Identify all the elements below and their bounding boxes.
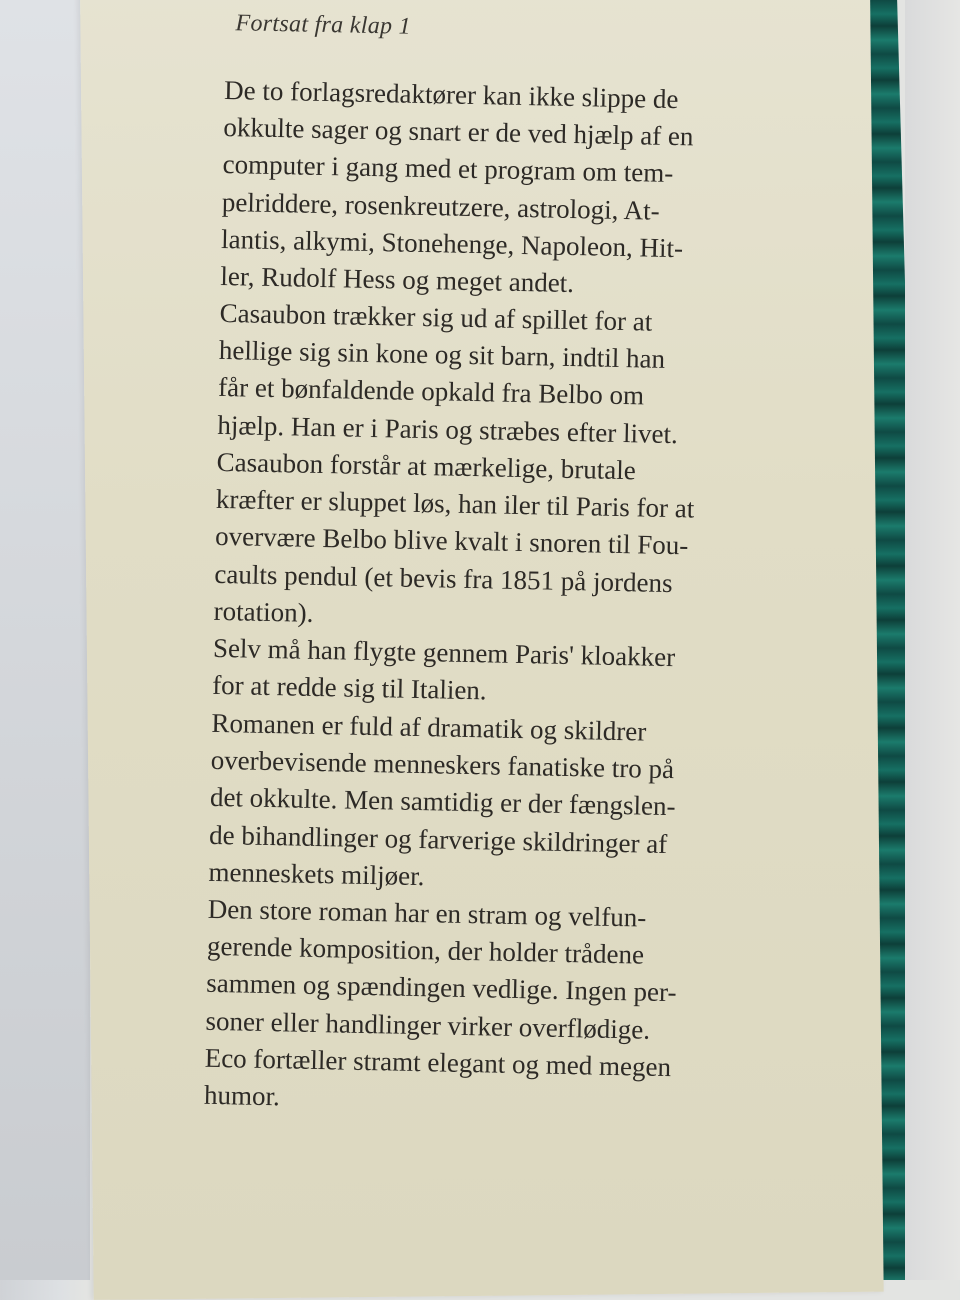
paragraph-2: Casaubon trækker sig ud af spillet for at hellige sig sin kone og sit barn, indtil han får et bønfaldende opkald fra Belbo om hjælp. Han er i Paris og stræbes efter livet. [217,297,679,449]
background-surface [0,0,90,1280]
paragraph-6: Den store roman har en stram og velfun- gerende komposition, der holder trådene sammen og spændingen vedlige. Ingen per- soner eller handlinger virker overflødige. Eco fortæller stramt elegant og med megen humor. [203,893,677,1112]
paragraph-5: Romanen er fuld af dramatik og skildrer overbevisende menneskers fanatiske tro på det okkulte. Men samtidig er der fængslen- de bihandlinger og farverige skildringer af menneskets miljøer. [208,707,676,891]
paragraph-1: De to forlagsredaktører kan ikke slippe de okkulte sager og snart er de ved hjælp af en computer i gang med et program om tem- pelriddere, rosenkreutzere, astrologi, At- lantis, alkymi, Stonehenge, Napoleon, Hit- ler, Rudolf Hess og meget andet. [220,74,694,299]
paragraph-4: Selv må han flygte gennem Paris' kloakker for at redde sig til Italien. [211,632,676,706]
continued-header: Fortsat fra klap 1 [235,10,412,40]
background-right-edge [905,0,960,1280]
paragraph-3: Casaubon forstår at mærkelige, brutale kræfter er sluppet løs, han iler til Paris for at overvære Belbo blive kvalt i snoren til Fou- caults pendul (et bevis fra 1851 på jordens rotation). [213,446,695,628]
